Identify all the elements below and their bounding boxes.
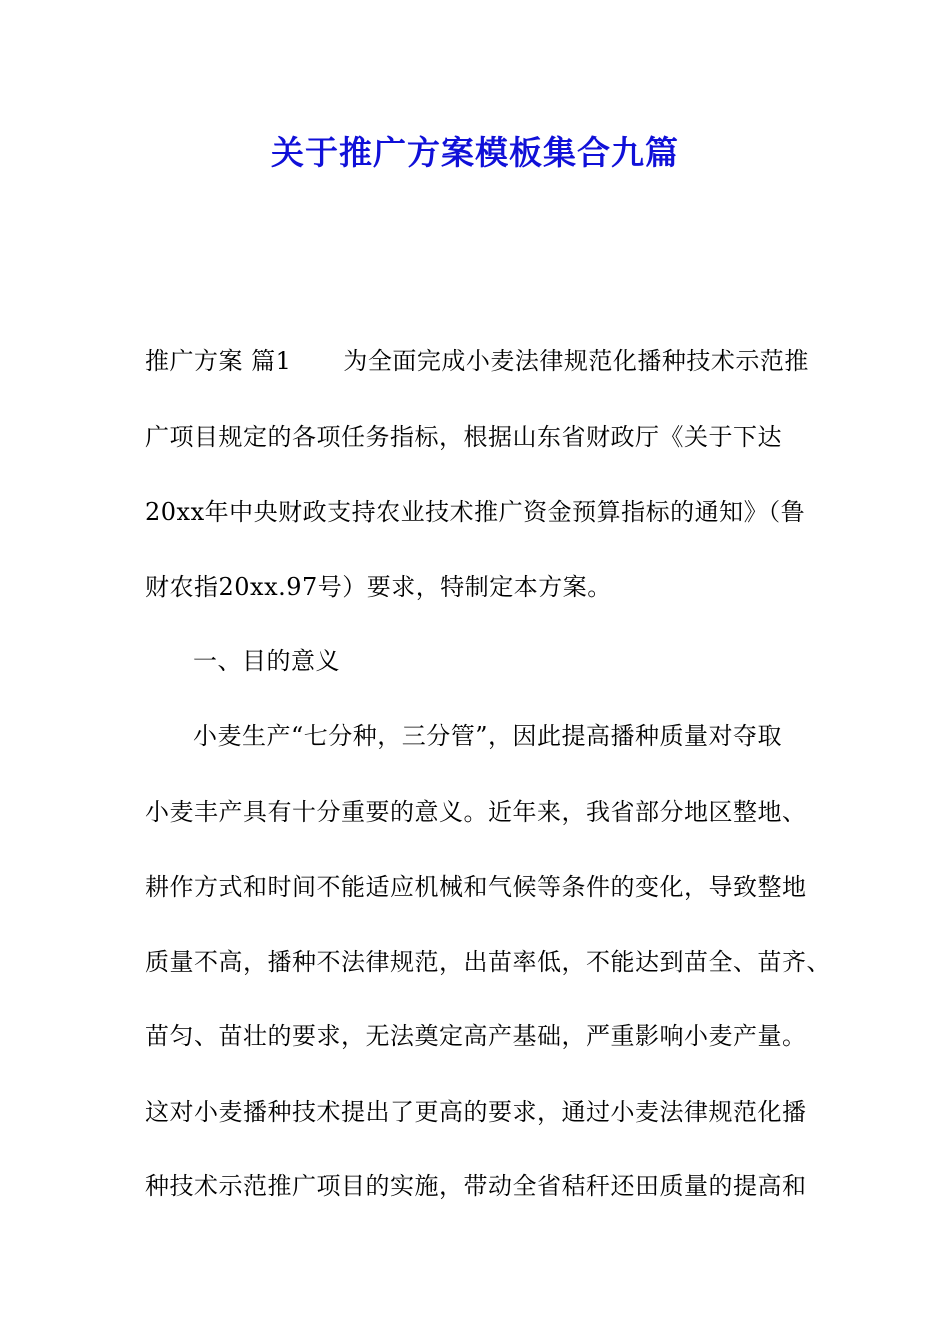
paragraph-line: 质量不高，播种不法律规范，出苗率低，不能达到苗全、苗齐、 xyxy=(145,948,831,976)
paragraph-line: 财农指20xx.97号）要求，特制定本方案。 xyxy=(145,573,612,601)
paragraph-line: 种技术示范推广项目的实施，带动全省秸秆还田质量的提高和 xyxy=(145,1172,807,1200)
paragraph-line: 广项目规定的各项任务指标，根据山东省财政厅《关于下达 xyxy=(145,423,782,451)
paragraph-line xyxy=(145,344,809,378)
paragraph-line: 小麦丰产具有十分重要的意义。近年来，我省部分地区整地、 xyxy=(145,798,807,826)
section-label: 推广方案 篇1 xyxy=(145,347,292,375)
paragraph-text: 为全面完成小麦法律规范化播种技术示范推 xyxy=(343,347,809,375)
paragraph-line: 20xx年中央财政支持农业技术推广资金预算指标的通知》（鲁 xyxy=(145,498,806,526)
section-heading: 一、目的意义 xyxy=(193,647,340,675)
document-title: 关于推广方案模板集合九篇 xyxy=(271,133,679,172)
paragraph-line: 苗匀、苗壮的要求，无法奠定高产基础，严重影响小麦产量。 xyxy=(145,1022,807,1050)
paragraph-line: 耕作方式和时间不能适应机械和气候等条件的变化，导致整地 xyxy=(145,873,807,901)
paragraph-line: 小麦生产“七分种，三分管”，因此提高播种质量对夺取 xyxy=(193,722,783,750)
paragraph-line: 这对小麦播种技术提出了更高的要求，通过小麦法律规范化播 xyxy=(145,1098,807,1126)
